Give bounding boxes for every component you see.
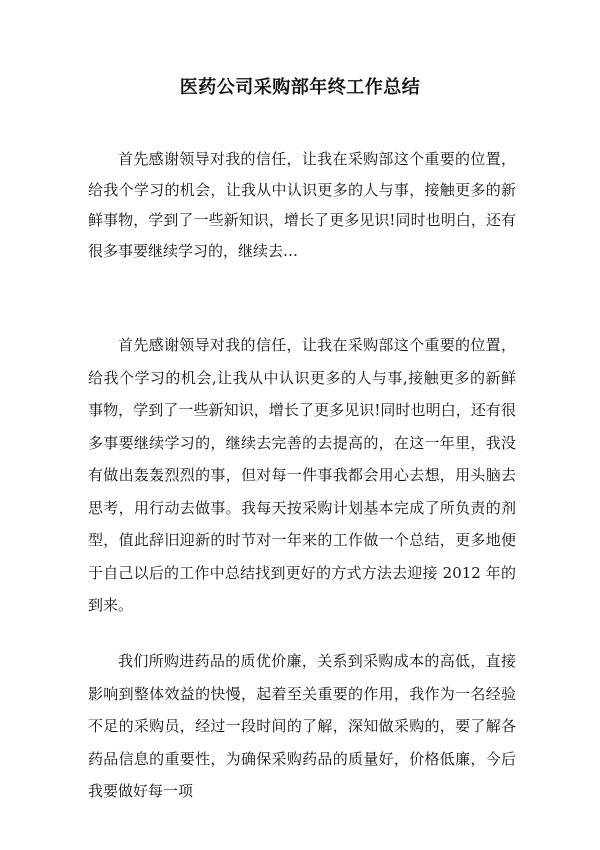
body-paragraph-1: 首先感谢领导对我的信任，让我在采购部这个重要的位置，给我个学习的机会,让我从中认识更多的人与事,接触更多的新鲜事物，学到了一些新知识，增长了更多见识!同时也明白，还有很多事要继续学习的，继续去完善的去提高的，在这一年里，我没有做出轰轰烈烈的事，但对每一件事我都会用心去想，用头脑去思考，用行动去做事。我每天按采购计划基本完成了所负责的剂型，值此辞旧迎新的时节对一年来的工作做一个总结，更多地便于自己以后的工作中总结找到更好的方式方法去迎接 2012 年的到来。 [88,336,516,614]
summary-paragraph: 首先感谢领导对我的信任，让我在采购部这个重要的位置，给我个学习的机会，让我从中认识更多的人与事，接触更多的新鲜事物，学到了一些新知识，增长了更多见识!同时也明白，还有很多事要继续学习的，继续去… [88,150,516,260]
body-paragraph-2: 我们所购进药品的质优价廉，关系到采购成本的高低，直接影响到整体效益的快慢，起着至关重要的作用，我作为一名经验不足的采购员，经过一段时间的了解，深知做采购的，要了解各药品信息的重要性，为确保采购药品的质量好，价格低廉，今后我要做好每一项 [88,652,516,800]
document-title: 医药公司采购部年终工作总结 [179,77,421,98]
